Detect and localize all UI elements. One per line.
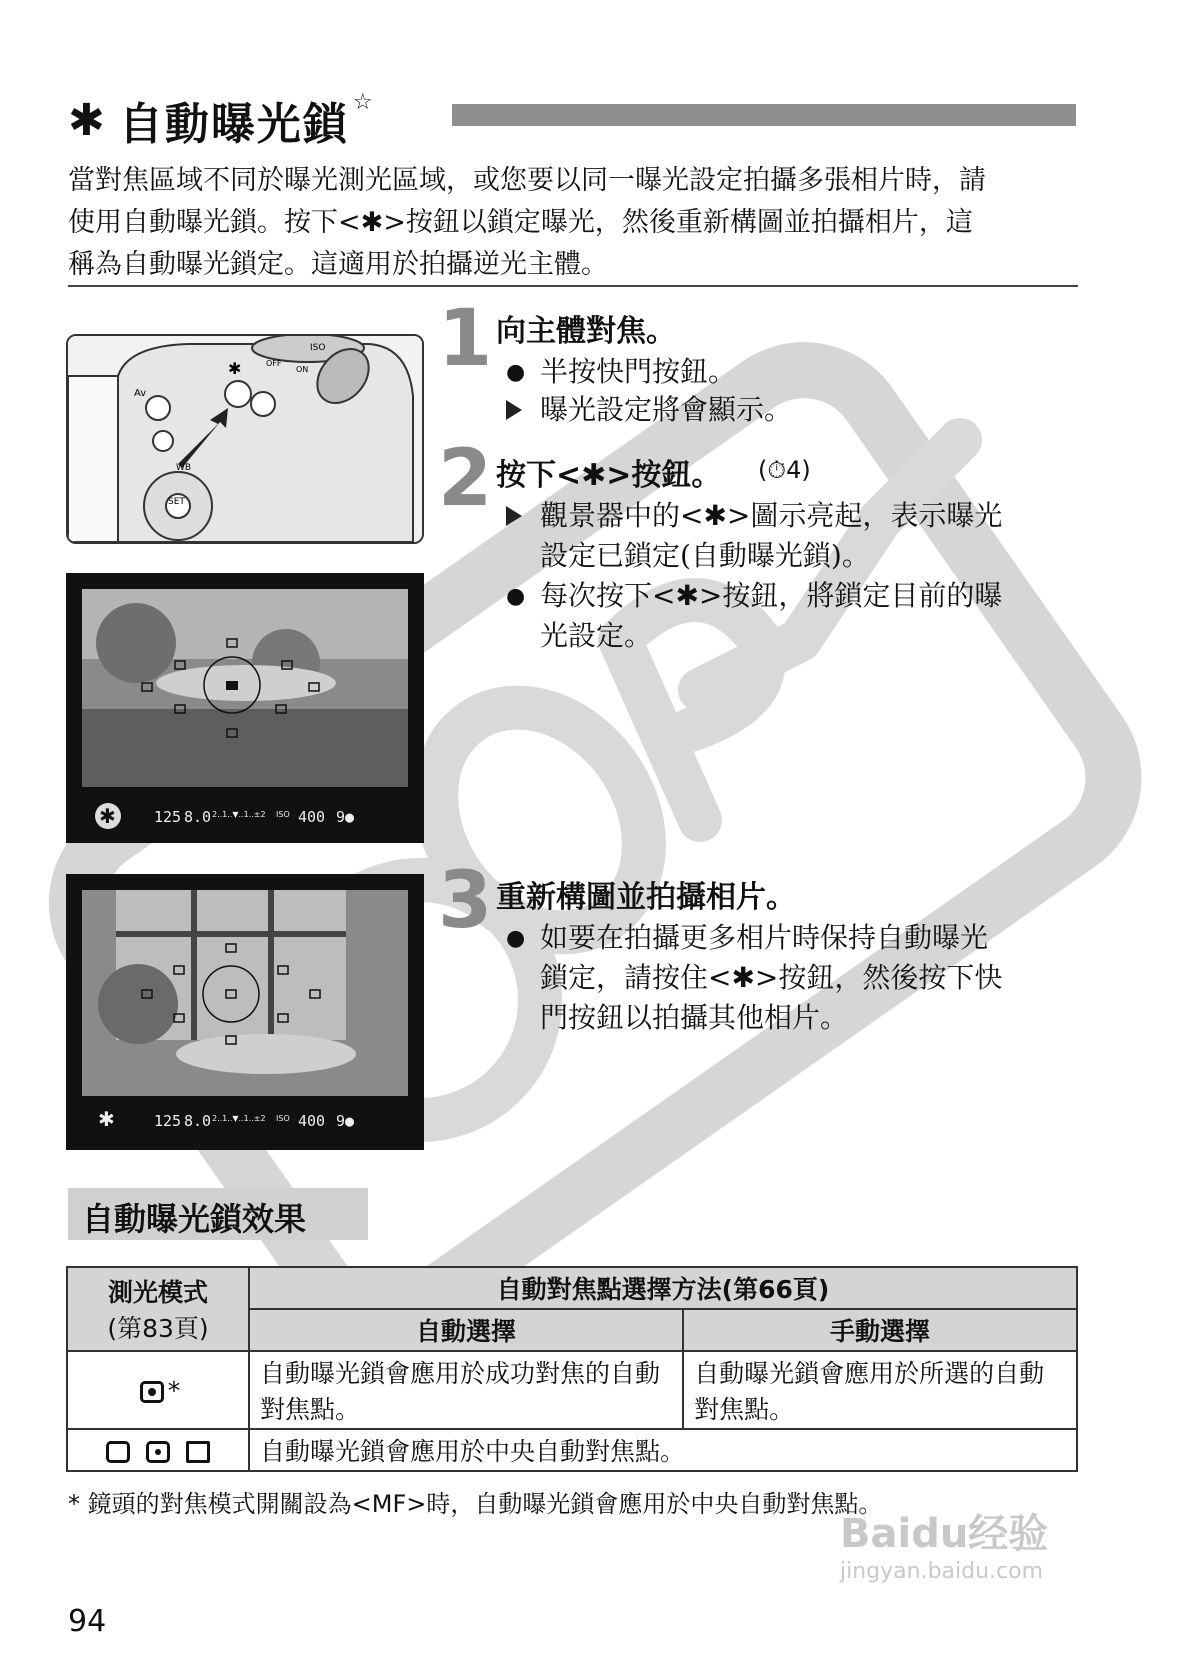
step-title: 向主體對焦。 xyxy=(496,314,676,349)
step-item: 觀景器中的<✱>圖示亮起，表示曝光 xyxy=(540,499,1003,532)
step-title: 重新構圖並拍攝相片。 xyxy=(496,880,796,915)
step-number: 1 xyxy=(438,294,493,384)
page-number: 94 xyxy=(68,1604,107,1639)
table-cell: 自動曝光鎖會應用於成功對焦的自動對焦點。 xyxy=(249,1351,683,1429)
step-item: 每次按下<✱>按鈕，將鎖定目前的曝 xyxy=(540,579,1003,612)
triangle-bullet-icon xyxy=(506,400,522,420)
af-method-header: 自動對焦點選擇方法(第66頁) xyxy=(249,1267,1077,1309)
evaluative-metering-icon xyxy=(140,1381,164,1403)
svg-text:WB: WB xyxy=(176,463,192,473)
svg-text:2..1..▼..1..±2: 2..1..▼..1..±2 xyxy=(212,810,266,819)
spot-metering-icon xyxy=(146,1441,170,1463)
footnote: * 鏡頭的對焦模式開關設為<MF>時，自動曝光鎖會應用於中央自動對焦點。 xyxy=(68,1490,883,1518)
svg-text:2..1..▼..1..±2: 2..1..▼..1..±2 xyxy=(212,1114,266,1123)
step-title: 按下<✱>按鈕。 xyxy=(496,458,722,493)
svg-text:400: 400 xyxy=(298,1112,326,1130)
step-item: 曝光設定將會顯示。 xyxy=(540,393,793,426)
svg-text:125: 125 xyxy=(154,1112,182,1130)
step-item: 如要在拍攝更多相片時保持自動曝光 xyxy=(540,921,989,954)
svg-text:SET: SET xyxy=(168,497,185,507)
center-weighted-metering-icon xyxy=(186,1441,210,1463)
intro-line: 使用自動曝光鎖。按下<✱>按鈕以鎖定曝光，然後重新構圖並拍攝相片，這 xyxy=(68,207,973,238)
svg-text:✱: ✱ xyxy=(99,804,116,828)
svg-text:✱: ✱ xyxy=(98,1107,115,1131)
svg-text:ON: ON xyxy=(296,365,309,374)
ae-lock-effect-table xyxy=(66,1266,1078,1472)
other-metering-cell xyxy=(67,1429,249,1471)
svg-text:OFF: OFF xyxy=(266,359,282,368)
viewfinder-image-recompose xyxy=(66,874,424,1150)
viewfinder-image-locked xyxy=(66,573,424,843)
intro-line: 當對焦區域不同於曝光測光區域，或您要以同一曝光設定拍攝多張相片時，請 xyxy=(68,165,986,196)
divider xyxy=(68,285,1078,287)
camera-illustration xyxy=(66,334,424,544)
svg-text:ISO: ISO xyxy=(276,810,290,819)
step-item: 設定已鎖定(自動曝光鎖)。 xyxy=(540,539,870,572)
svg-text:✱: ✱ xyxy=(228,359,242,378)
title-bar xyxy=(452,104,1076,126)
manual-select-header: 手動選擇 xyxy=(683,1309,1077,1351)
partial-metering-icon xyxy=(106,1441,130,1463)
step-item: 光設定。 xyxy=(540,619,653,652)
svg-text:Av: Av xyxy=(134,388,147,399)
title-row xyxy=(68,88,373,152)
circle-bullet-icon: ● xyxy=(506,360,526,385)
svg-text:ISO: ISO xyxy=(276,1114,290,1123)
svg-text:8.0: 8.0 xyxy=(184,808,212,826)
table-cell: 自動曝光鎖會應用於中央自動對焦點。 xyxy=(249,1429,1077,1471)
baidu-logo-text: Baidu经验 xyxy=(840,1511,1049,1557)
svg-text:9●: 9● xyxy=(336,1112,355,1130)
triangle-bullet-icon xyxy=(506,506,522,526)
section-heading: 自動曝光鎖效果 xyxy=(82,1200,307,1238)
svg-text:400: 400 xyxy=(298,808,326,826)
intro-paragraph xyxy=(68,160,1078,286)
svg-text:ISO: ISO xyxy=(310,343,326,353)
circle-bullet-icon: ● xyxy=(506,926,526,951)
metering-header: 測光模式 (第83頁) xyxy=(67,1267,249,1351)
svg-text:125: 125 xyxy=(154,808,182,826)
step-number: 2 xyxy=(438,434,493,524)
baidu-logo-url: jingyan.baidu.com xyxy=(840,1559,1044,1584)
step-item: 半按快門按鈕。 xyxy=(540,355,737,388)
page-title: 自動曝光鎖 xyxy=(118,99,349,150)
step-number: 3 xyxy=(438,856,493,946)
baidu-watermark-logo xyxy=(840,1502,1048,1584)
evaluative-metering-cell: * xyxy=(67,1351,249,1429)
auto-select-header: 自動選擇 xyxy=(249,1309,683,1351)
timer-note: (⏱4) xyxy=(758,456,811,484)
svg-text:8.0: 8.0 xyxy=(184,1112,212,1130)
step-item: 鎖定，請按住<✱>按鈕，然後按下快 xyxy=(540,961,1003,994)
svg-text:9●: 9● xyxy=(336,808,355,826)
step-item: 門按鈕以拍攝其他相片。 xyxy=(540,1001,849,1034)
table-cell: 自動曝光鎖會應用於所選的自動對焦點。 xyxy=(683,1351,1077,1429)
asterisk-icon: ✱ xyxy=(68,94,105,146)
circle-bullet-icon: ● xyxy=(506,584,526,609)
star-icon: ☆ xyxy=(352,89,373,115)
intro-line: 稱為自動曝光鎖定。這適用於拍攝逆光主體。 xyxy=(68,249,608,280)
